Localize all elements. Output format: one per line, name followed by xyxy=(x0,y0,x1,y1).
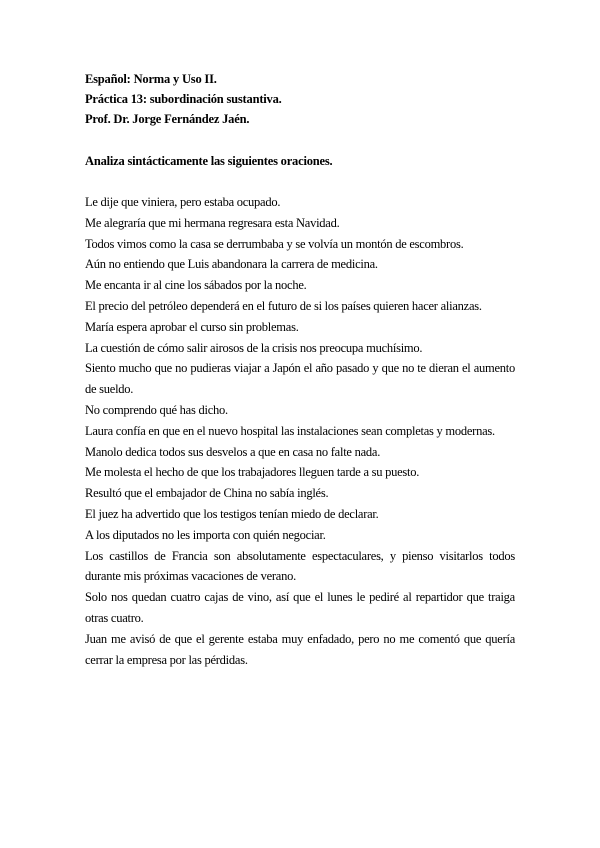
sentence-item: Me alegraría que mi hermana regresara esta Navidad. xyxy=(85,215,340,230)
sentence-item: Aún no entiendo que Luis abandonara la carrera de medicina. xyxy=(85,257,378,272)
sentence-item: Manolo dedica todos sus desvelos a que en casa no falte nada. xyxy=(85,444,381,459)
sentence-item: Solo nos quedan cuatro cajas de vino, así que el lunes le pediré al repartidor que traiga otras cuatro. xyxy=(85,590,515,625)
document-header xyxy=(85,69,525,129)
sentence-item: No comprendo qué has dicho. xyxy=(85,402,228,417)
sentence-list xyxy=(85,192,515,670)
sentence-item: El precio del petróleo dependerá en el futuro de si los países quieren hacer alianzas. xyxy=(85,298,482,313)
sentence-item: Me encanta ir al cine los sábados por la noche. xyxy=(85,278,307,293)
sentence-item: Los castillos de Francia son absolutamente espectaculares, y pienso visitarlos todos durante mis próximas vacaciones de verano. xyxy=(85,548,515,584)
sentence-item: María espera aprobar el curso sin problemas. xyxy=(85,319,299,334)
sentence-item: El juez ha advertido que los testigos tenían miedo de declarar. xyxy=(85,506,379,521)
sentence-item: La cuestión de cómo salir airosos de la crisis nos preocupa muchísimo. xyxy=(85,340,423,355)
instruction-heading: Analiza sintácticamente las siguientes oraciones. xyxy=(85,154,333,168)
sentence-item: Laura confía en que en el nuevo hospital las instalaciones sean completas y modernas. xyxy=(85,423,495,438)
sentence-item: Todos vimos como la casa se derrumbaba y se volvía un montón de escombros. xyxy=(85,236,464,251)
professor-name: Prof. Dr. Jorge Fernández Jaén. xyxy=(85,112,250,126)
sentence-item: Le dije que viniera, pero estaba ocupado. xyxy=(85,195,281,209)
sentence-item: Siento mucho que no pudieras viajar a Japón el año pasado y que no te dieran el aumento de sueldo. xyxy=(85,361,515,397)
sentence-item: Me molesta el hecho de que los trabajadores lleguen tarde a su puesto. xyxy=(85,465,420,480)
practice-title: Práctica 13: subordinación sustantiva. xyxy=(85,92,282,106)
sentence-item: A los diputados no les importa con quién negociar. xyxy=(85,527,326,542)
course-title: Español: Norma y Uso II. xyxy=(85,72,217,86)
sentence-item: Resultó que el embajador de China no sabía inglés. xyxy=(85,486,329,501)
sentence-item: Juan me avisó de que el gerente estaba muy enfadado, pero no me comentó que quería cerrar la empresa por las pérdidas. xyxy=(85,631,515,667)
